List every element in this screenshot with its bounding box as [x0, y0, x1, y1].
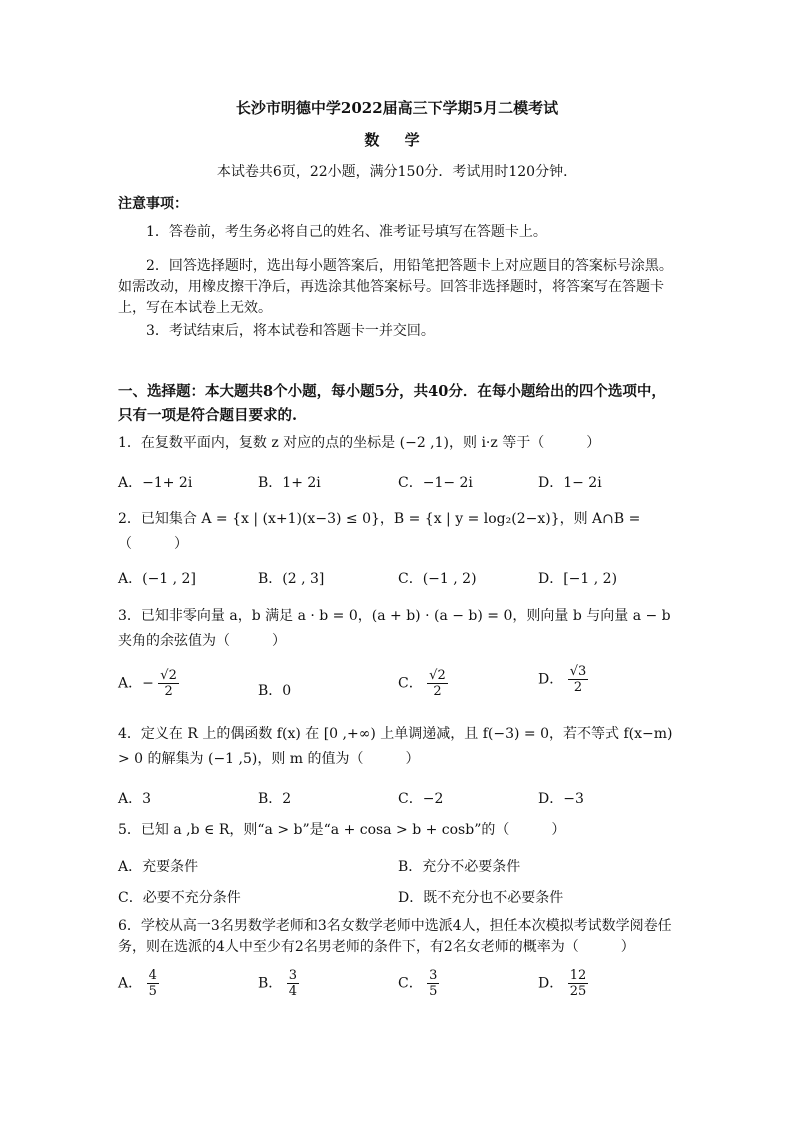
question-4-stem: 4．定义在 R 上的偶函数 f(x) 在 [0 ,+∞) 上单调递减，且 f(−3) = 0，若不等式 f(x−m) > 0 的解集为 (−1 ,5)，则 m 的值为（ ）	[118, 726, 673, 767]
q6-option-c-denominator: 5	[429, 984, 438, 999]
exam-title: 长沙市明德中学2022届高三下学期5月二模考试	[235, 99, 559, 117]
q3-option-d-denominator: 2	[573, 680, 583, 695]
q2-option-b: B．(2 , 3]	[258, 571, 325, 587]
q6-option-d-fraction	[568, 968, 589, 999]
q1-option-d: D．1− 2i	[538, 475, 602, 491]
q1-option-c: C．−1− 2i	[398, 475, 473, 491]
q6-option-d-denominator: 25	[569, 984, 587, 999]
question-1-stem: 1．在复数平面内，复数 z 对应的点的坐标是 (−2 ,1)，则 i·z 等于（ ）	[118, 435, 601, 451]
q6-option-b-numerator: 3	[288, 968, 298, 983]
q5-option-b: B．充分不必要条件	[398, 859, 521, 875]
q3-option-b: B．0	[258, 683, 292, 699]
q6-option-d-label: D．	[538, 975, 564, 992]
q4-option-a: A．3	[118, 791, 152, 807]
notice-heading: 注意事项：	[118, 196, 188, 212]
q3-option-d-numerator: √3	[569, 664, 587, 679]
q3-option-c-numerator: √2	[429, 668, 446, 683]
q6-option-c-numerator: 3	[429, 968, 438, 983]
q6-option-a-fraction	[147, 968, 159, 999]
q6-option-b-denominator: 4	[288, 984, 298, 999]
q3-option-c-label: C．	[398, 675, 423, 692]
q3-option-d-label: D．	[538, 671, 564, 688]
q3-option-a-fraction	[158, 668, 179, 699]
q3-option-d	[538, 664, 588, 695]
q6-option-a	[118, 968, 159, 999]
q6-option-a-numerator: 4	[148, 968, 157, 983]
q3-option-a-denominator: 2	[164, 684, 173, 699]
question-2-stem: 2．已知集合 A = {x | (x+1)(x−3) ≤ 0}，B = {x | y = log₂(2−x)}，则 A∩B = （ ）	[118, 511, 641, 552]
q1-option-b: B．1+ 2i	[258, 475, 321, 491]
q6-option-c-fraction	[427, 968, 439, 999]
q6-option-d-numerator: 12	[569, 968, 587, 983]
notice-item-1: 1．答卷前，考生务必将自己的姓名、准考证号填写在答题卡上。	[146, 224, 547, 240]
notice-item-3: 3．考试结束后，将本试卷和答题卡一并交回。	[146, 323, 435, 339]
q6-option-a-label: A．	[118, 975, 143, 992]
q6-option-c-label: C．	[398, 975, 423, 992]
q5-option-a: A．充要条件	[118, 859, 199, 875]
q4-option-b: B．2	[258, 791, 292, 807]
q2-option-a: A．(−1 , 2]	[118, 571, 196, 587]
q6-option-b	[258, 968, 299, 999]
q2-option-c: C．(−1 , 2)	[398, 571, 477, 587]
q1-option-a: A．−1+ 2i	[118, 475, 193, 491]
q2-option-d: D．[−1 , 2)	[538, 571, 618, 587]
notice-item-2: 2．回答选择题时，选出每小题答案后，用铅笔把答题卡上对应题目的答案标号涂黑。如需改动，用橡皮擦干净后，再选涂其他答案标号。回答非选择题时，将答案写在答题卡上，写在本试卷上无效。	[118, 258, 673, 316]
q3-option-a	[118, 668, 179, 699]
q3-option-c-denominator: 2	[433, 684, 442, 699]
q4-option-c: C．−2	[398, 791, 444, 807]
q5-option-d: D．既不充分也不必要条件	[398, 890, 564, 906]
q5-option-c: C．必要不充分条件	[118, 890, 241, 906]
q3-option-a-numerator: √2	[160, 668, 177, 683]
q3-option-c	[398, 668, 448, 699]
q6-option-b-label: B．	[258, 975, 283, 992]
q6-option-c	[398, 968, 439, 999]
q6-option-a-denominator: 5	[148, 984, 157, 999]
q6-option-b-fraction	[287, 968, 299, 999]
q6-option-d	[538, 968, 588, 999]
exam-info: 本试卷共6页，22小题，满分150分．考试用时120分钟．	[216, 164, 578, 180]
exam-subject: 数 学	[364, 131, 430, 149]
section-1-heading: 一、选择题：本大题共8个小题，每小题5分，共40分．在每小题给出的四个选项中，只有一项是符合题目要求的.	[118, 383, 666, 424]
q4-option-d: D．−3	[538, 791, 584, 807]
question-5-stem: 5．已知 a ,b ∈ R，则“a > b”是“a + cosa > b + cosb”的（ ）	[118, 822, 566, 838]
q3-option-c-fraction	[427, 668, 448, 699]
question-6-stem: 6．学校从高一3名男数学老师和3名女数学老师中选派4人，担任本次模拟考试数学阅卷任务，则在选派的4人中至少有2名男老师的条件下，有2名女老师的概率为（ ）	[118, 918, 672, 955]
question-3-stem: 3．已知非零向量 a，b 满足 a · b = 0，(a + b) · (a − b) = 0，则向量 b 与向量 a − b 夹角的余弦值为（ ）	[118, 608, 671, 649]
q3-option-a-label: A．−	[118, 675, 154, 692]
q3-option-d-fraction	[568, 664, 589, 695]
